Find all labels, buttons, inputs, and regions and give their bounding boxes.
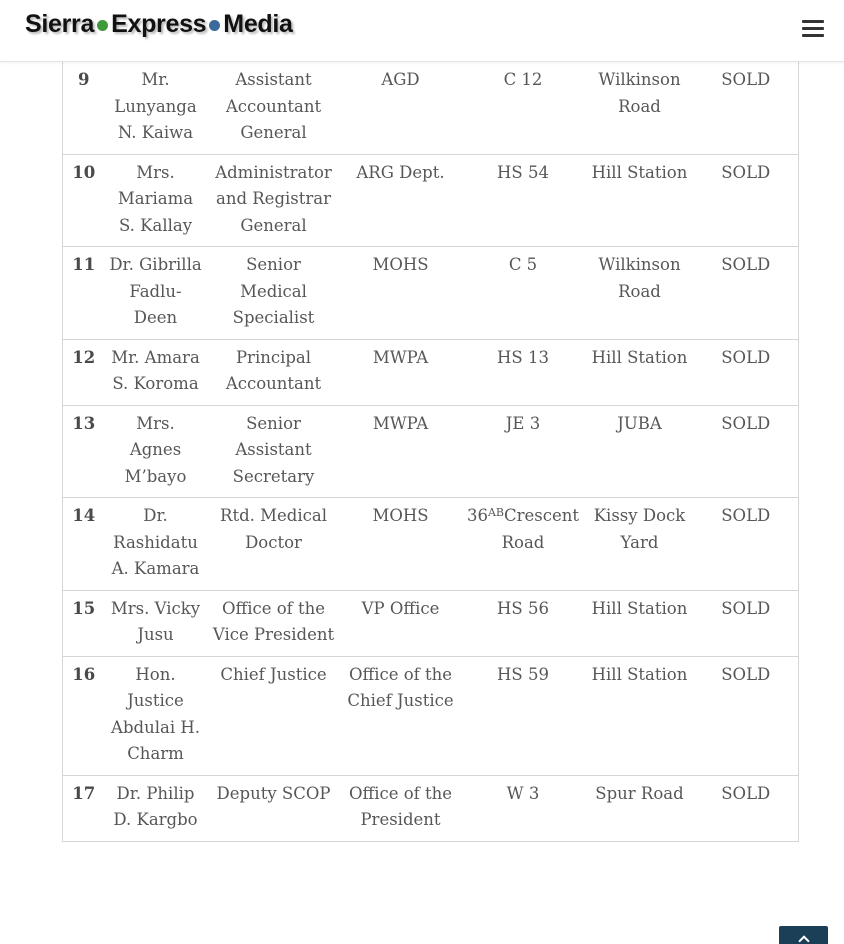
logo-blue-dot (209, 20, 220, 31)
location-cell: Kissy Dock Yard (586, 498, 694, 591)
occupant-name-cell: Mrs. Mariama S. Kallay (105, 154, 207, 247)
row-number-cell: 15 (63, 590, 105, 656)
sale-status-cell: SOLD (694, 590, 799, 656)
occupant-position-cell: Assistant Accountant General (207, 62, 341, 154)
occupant-position-cell: Administrator and Registrar General (207, 154, 341, 247)
occupant-name-cell: Mr. Lunyanga N. Kaiwa (105, 62, 207, 154)
logo-text-sierra: Sierra (25, 10, 95, 38)
row-number-cell: 9 (63, 62, 105, 154)
house-number-cell: W 3 (461, 775, 586, 841)
occupant-name-cell: Dr. Philip D. Kargbo (105, 775, 207, 841)
occupant-position-cell: Chief Justice (207, 656, 341, 775)
occupant-position-cell: Senior Assistant Secretary (207, 405, 341, 498)
table-row (63, 247, 799, 340)
table-row (63, 498, 799, 591)
department-cell: MOHS (341, 247, 461, 340)
occupant-position-cell: Office of the Vice President (207, 590, 341, 656)
house-number-cell: C 5 (461, 247, 586, 340)
chevron-up-icon (798, 935, 809, 944)
logo-text-express: Express (111, 10, 207, 38)
row-number-cell: 16 (63, 656, 105, 775)
department-cell: MWPA (341, 339, 461, 405)
house-number-cell: HS 56 (461, 590, 586, 656)
table-row (63, 154, 799, 247)
location-cell: Wilkinson Road (586, 247, 694, 340)
row-number-cell: 10 (63, 154, 105, 247)
department-cell: VP Office (341, 590, 461, 656)
table-row (63, 775, 799, 841)
location-cell: Hill Station (586, 590, 694, 656)
house-number-cell: HS 54 (461, 154, 586, 247)
occupant-position-cell: Senior Medical Specialist (207, 247, 341, 340)
occupant-position-cell: Principal Accountant (207, 339, 341, 405)
sale-status-cell: SOLD (694, 656, 799, 775)
department-cell: Office of the President (341, 775, 461, 841)
occupant-position-cell: Rtd. Medical Doctor (207, 498, 341, 591)
occupant-name-cell: Dr. Gibrilla Fadlu-Deen (105, 247, 207, 340)
logo-green-dot (97, 20, 108, 31)
scroll-to-top-button[interactable] (779, 926, 828, 944)
house-number-cell: HS 13 (461, 339, 586, 405)
table-row (63, 405, 799, 498)
location-cell: Hill Station (586, 339, 694, 405)
sale-status-cell: SOLD (694, 62, 799, 154)
sale-status-cell: SOLD (694, 775, 799, 841)
occupant-name-cell: Dr. Rashidatu A. Kamara (105, 498, 207, 591)
location-cell: Spur Road (586, 775, 694, 841)
sale-status-cell: SOLD (694, 339, 799, 405)
location-cell: Hill Station (586, 656, 694, 775)
location-cell: JUBA (586, 405, 694, 498)
sale-status-cell: SOLD (694, 405, 799, 498)
quarters-sale-table (62, 62, 798, 842)
site-header (0, 0, 844, 62)
department-cell: MWPA (341, 405, 461, 498)
row-number-cell: 12 (63, 339, 105, 405)
house-number-cell: C 12 (461, 62, 586, 154)
location-cell: Wilkinson Road (586, 62, 694, 154)
sale-status-cell: SOLD (694, 498, 799, 591)
hamburger-menu-icon[interactable] (802, 20, 824, 37)
department-cell: MOHS (341, 498, 461, 591)
house-number-superscript: AB (487, 506, 504, 519)
occupant-name-cell: Hon. Justice Abdulai H. Charm (105, 656, 207, 775)
site-logo[interactable] (25, 10, 293, 39)
row-number-cell: 11 (63, 247, 105, 340)
occupant-name-cell: Mr. Amara S. Koroma (105, 339, 207, 405)
table-row (63, 62, 799, 154)
logo-text-media: Media (223, 10, 293, 38)
department-cell: AGD (341, 62, 461, 154)
house-street: Crescent Road (501, 506, 580, 552)
department-cell: ARG Dept. (341, 154, 461, 247)
table-row (63, 590, 799, 656)
row-number-cell: 17 (63, 775, 105, 841)
occupant-name-cell: Mrs. Agnes M’bayo (105, 405, 207, 498)
sale-status-cell: SOLD (694, 247, 799, 340)
house-number-cell (461, 498, 586, 591)
location-cell: Hill Station (586, 154, 694, 247)
occupant-position-cell: Deputy SCOP (207, 775, 341, 841)
house-number-prefix: 36 (466, 506, 488, 525)
sale-status-cell: SOLD (694, 154, 799, 247)
row-number-cell: 13 (63, 405, 105, 498)
house-number-cell: JE 3 (461, 405, 586, 498)
department-cell: Office of the Chief Justice (341, 656, 461, 775)
occupant-name-cell: Mrs. Vicky Jusu (105, 590, 207, 656)
row-number-cell: 14 (63, 498, 105, 591)
house-number-cell: HS 59 (461, 656, 586, 775)
table-row (63, 339, 799, 405)
table-row (63, 656, 799, 775)
